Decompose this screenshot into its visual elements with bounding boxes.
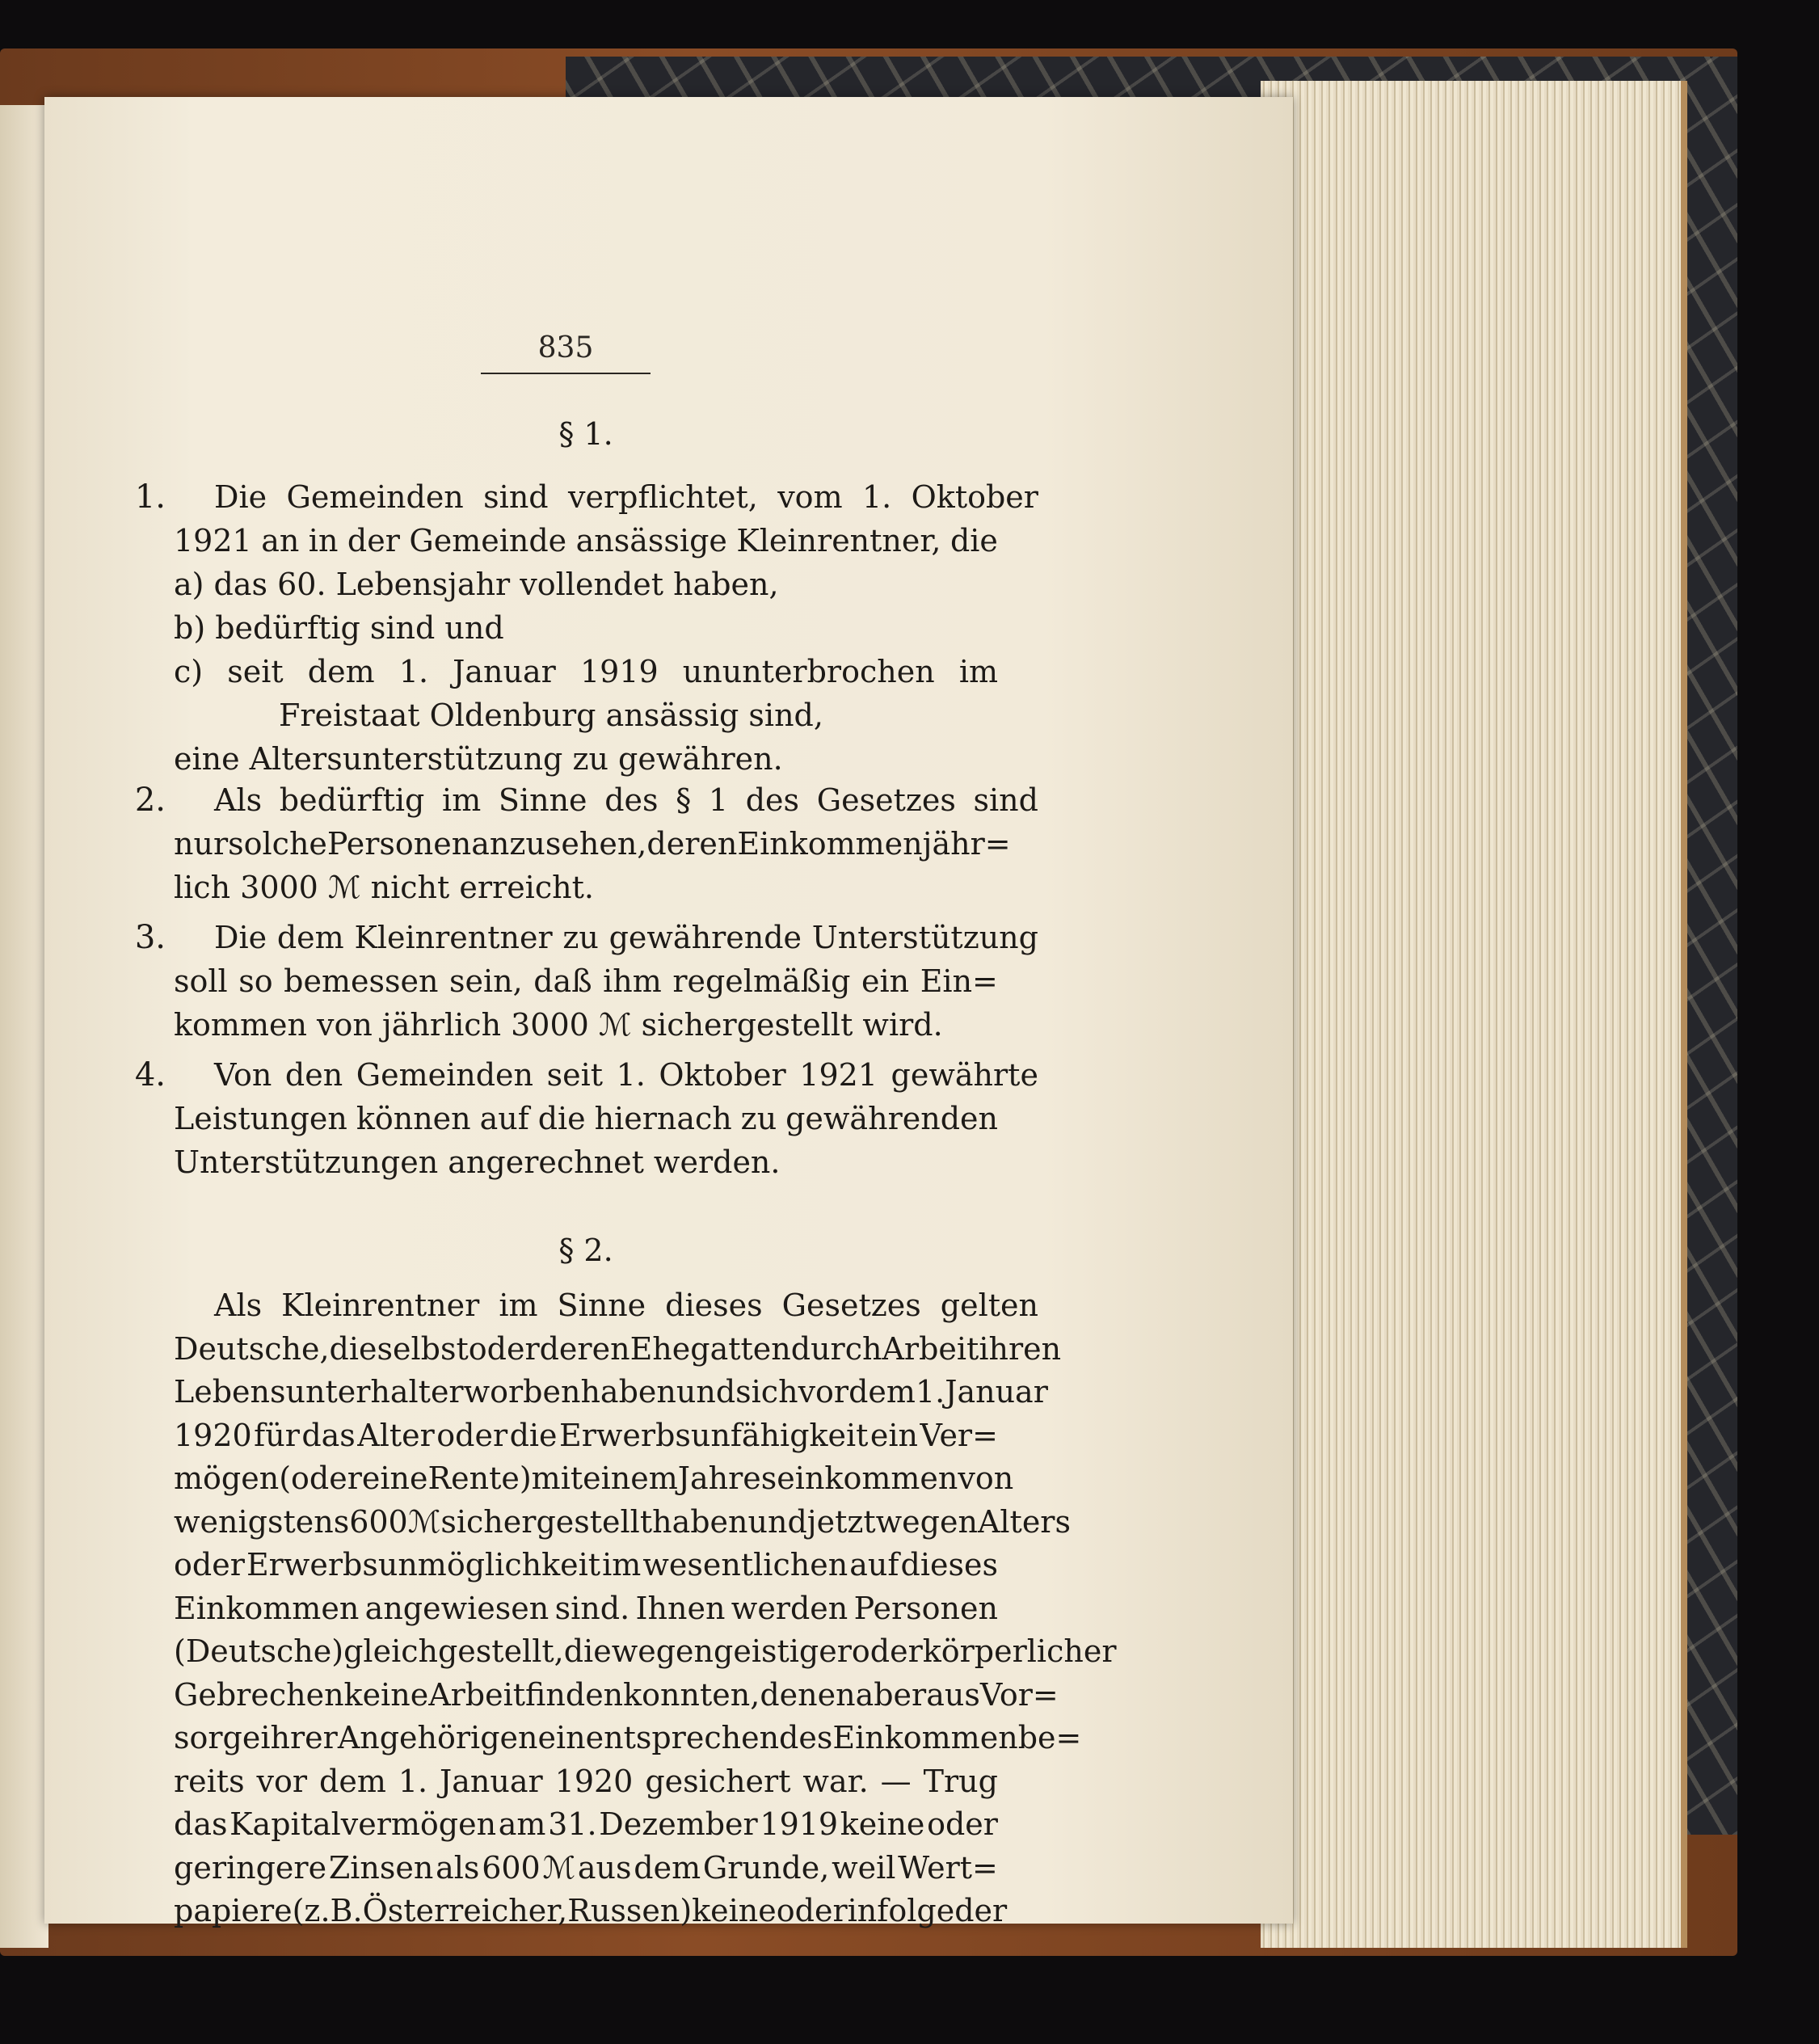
text-line: Gebrechen keine Arbeit finden konnten, denen aber aus Vor=: [174, 1676, 1059, 1713]
text-line: c) seit dem 1. Januar 1919 ununterbrochen im: [174, 654, 998, 689]
page-number: 835: [481, 331, 651, 374]
section-heading: § 1.: [558, 416, 613, 452]
book-page: [44, 97, 1293, 1928]
left-page-edge: [0, 105, 48, 1948]
item-number: 2.: [134, 782, 166, 819]
text-line: Als Kleinrentner im Sinne dieses Gesetzes gelten: [214, 1288, 1038, 1323]
item-number: 4.: [134, 1056, 166, 1094]
text-line: 1920 für das Alter oder die Erwerbsunfähigkeit ein Ver=: [174, 1417, 998, 1453]
text-line: Freistaat Oldenburg ansässig sind,: [279, 697, 823, 733]
text-line: Deutsche, die selbst oder deren Ehegatten durch Arbeit ihren: [174, 1330, 1062, 1367]
text-line: kommen von jährlich 3000 ℳ sichergestellt wird.: [174, 1007, 943, 1043]
section-heading: § 2.: [558, 1233, 613, 1268]
text-line: nur solche Personen anzusehen, deren Einkommen jähr=: [174, 826, 1011, 862]
text-line: sorge ihrer Angehörigen ein entsprechendes Einkommen be=: [174, 1720, 1082, 1755]
text-line: oder Erwerbsunmöglichkeit im wesentlichen auf dieses: [174, 1547, 998, 1583]
text-line: eine Altersunterstützung zu gewähren.: [174, 741, 783, 777]
text-line: das Kapitalvermögen am 31. Dezember 1919 keine oder: [174, 1806, 998, 1842]
text-line: geringere Zinsen als 600 ℳ aus dem Grunde, weil Wert=: [174, 1849, 998, 1886]
text-line: Einkommen angewiesen sind. Ihnen werden Personen: [174, 1590, 998, 1626]
text-line: a) das 60. Lebensjahr vollendet haben,: [174, 567, 779, 602]
item-number: 3.: [134, 919, 166, 956]
text-line: 1921 an in der Gemeinde ansässige Kleinrentner, die: [174, 523, 998, 558]
text-line: Von den Gemeinden seit 1. Oktober 1921 gewährte: [214, 1057, 1038, 1093]
text-line: reits vor dem 1. Januar 1920 gesichert war. — Trug: [174, 1763, 998, 1799]
text-line: (Deutsche) gleichgestellt, die wegen geistiger oder körperlicher: [174, 1633, 1117, 1669]
text-line: b) bedürftig sind und: [174, 610, 504, 646]
text-line: wenigstens 600 ℳ sichergestellt haben und jetzt wegen Alters: [174, 1503, 1071, 1540]
text-line: lich 3000 ℳ nicht erreicht.: [174, 870, 594, 905]
text-line: Lebensunterhalt erworben haben und sich vor dem 1. Januar: [174, 1374, 1048, 1410]
text-line: soll so bemessen sein, daß ihm regelmäßig ein Ein=: [174, 963, 998, 999]
text-line: Als bedürftig im Sinne des § 1 des Gesetzes sind: [214, 782, 1038, 818]
text-line: Leistungen können auf die hiernach zu gewährenden: [174, 1101, 998, 1136]
item-number: 1.: [134, 478, 166, 516]
text-line: Die dem Kleinrentner zu gewährende Unterstützung: [214, 920, 1038, 955]
text-line: Die Gemeinden sind verpflichtet, vom 1. Oktober: [214, 479, 1038, 515]
text-line: mögen (oder eine Rente) mit einem Jahreseinkommen von: [174, 1460, 1014, 1496]
text-line: papiere (z. B. Österreicher, Russen) keine oder infolge der: [174, 1893, 1008, 1928]
text-line: Unterstützungen angerechnet werden.: [174, 1144, 781, 1180]
page-block-edges: [1261, 81, 1687, 1948]
